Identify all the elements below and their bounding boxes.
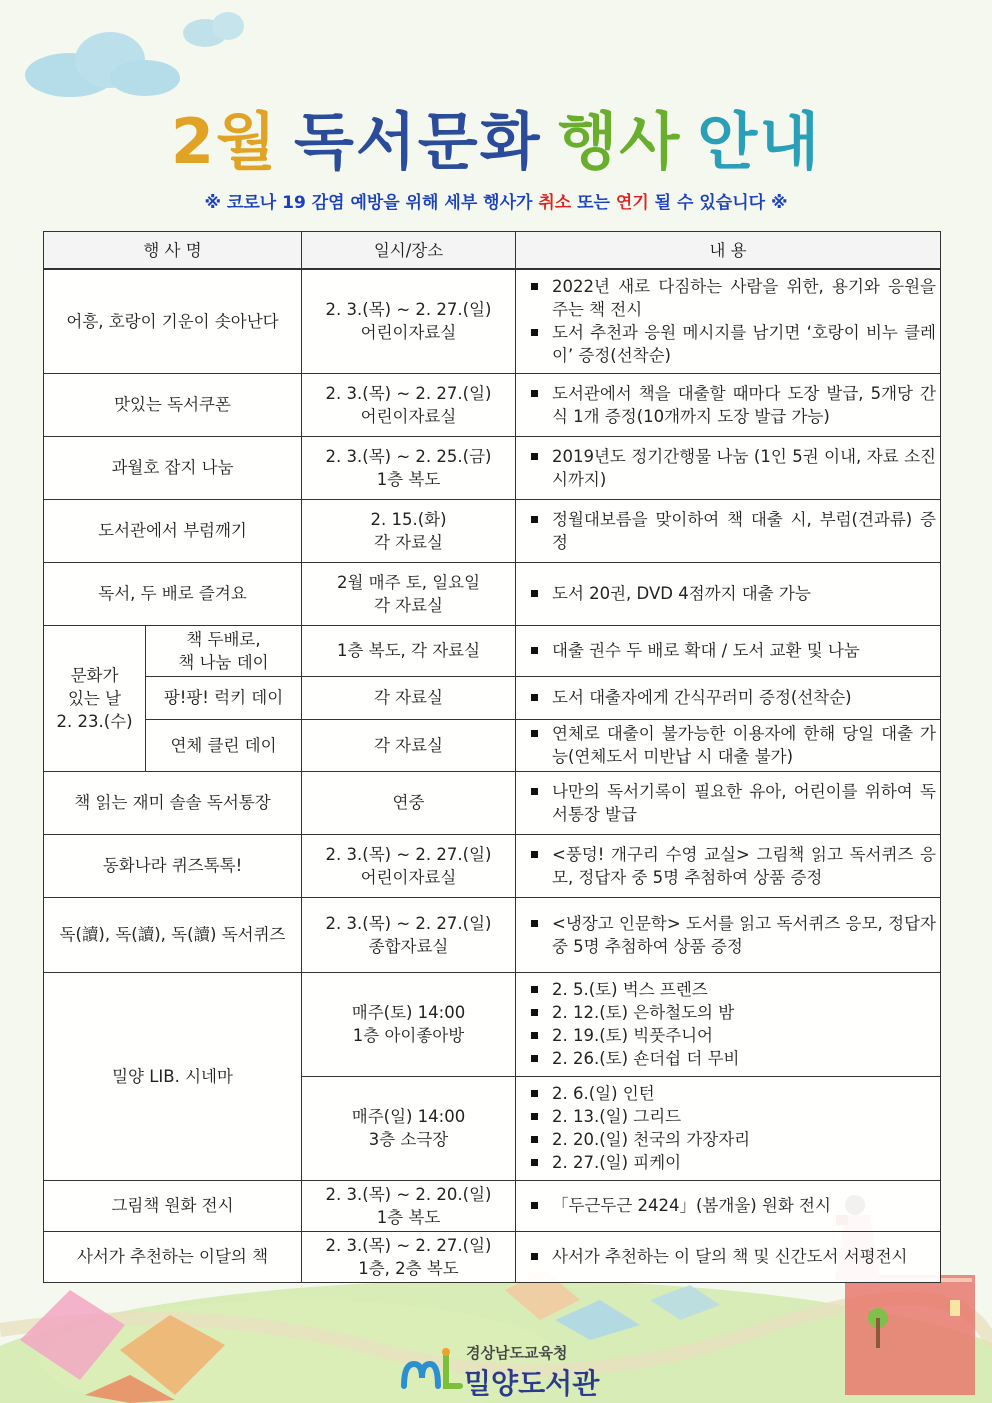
event-date: 2. 3.(목) ~ 2. 27.(일) bbox=[325, 1235, 492, 1255]
event-date: 2월 매주 토, 일요일 bbox=[336, 572, 481, 592]
notice-cancel: 취소 bbox=[538, 193, 572, 213]
list-item: 사서가 추천하는 이 달의 책 및 신간도서 서평전시 bbox=[552, 1245, 936, 1268]
event-date: 2. 3.(목) ~ 2. 20.(일) bbox=[325, 1184, 492, 1204]
event-name: 맛있는 독서쿠폰 bbox=[44, 373, 302, 436]
event-content bbox=[516, 897, 941, 972]
list-item: 2. 6.(일) 인턴 bbox=[552, 1082, 936, 1105]
sub-event-name bbox=[146, 625, 302, 676]
footer-library-name: 밀양도서관 bbox=[464, 1367, 600, 1400]
event-name: 책 읽는 재미 솔솔 독서통장 bbox=[44, 771, 302, 834]
event-place: 각 자료실 bbox=[302, 719, 516, 771]
list-item: 2019년도 정기간행물 나눔 (1인 5권 이내, 자료 소진 시까지) bbox=[552, 446, 936, 489]
list-item: <냉장고 인문학> 도서를 읽고 독서퀴즈 응모, 정답자 중 5명 추첨하여 상품 증정 bbox=[552, 913, 936, 956]
event-place: 어린이자료실 bbox=[360, 867, 457, 887]
event-time: 매주(토) 14:00 bbox=[351, 1003, 466, 1022]
event-content bbox=[516, 1076, 941, 1180]
event-name: 독(讀), 독(讀), 독(讀) 독서퀴즈 bbox=[44, 897, 302, 972]
event-date: 2. 3.(목) ~ 2. 27.(일) bbox=[325, 383, 492, 403]
table-row bbox=[44, 436, 941, 499]
event-name: 과월호 잡지 나눔 bbox=[44, 436, 302, 499]
event-date: 연중 bbox=[302, 771, 516, 834]
event-content bbox=[516, 676, 941, 719]
event-date: 2. 3.(목) ~ 2. 27.(일) bbox=[325, 913, 492, 933]
event-content bbox=[516, 972, 941, 1076]
table-row bbox=[44, 834, 941, 897]
event-datetime bbox=[302, 834, 516, 897]
book-house-icon bbox=[845, 1275, 975, 1395]
event-place: 1층 복도 bbox=[376, 469, 441, 489]
sub-event-name-line: 책 나눔 데이 bbox=[178, 652, 269, 672]
event-name: 동화나라 퀴즈톡톡! bbox=[44, 834, 302, 897]
sub-event-name: 팡!팡! 럭키 데이 bbox=[146, 676, 302, 719]
event-place: 각 자료실 bbox=[373, 595, 443, 615]
page-title bbox=[0, 92, 992, 181]
title-reading-culture: 독서문화 bbox=[293, 105, 542, 178]
list-item: 2. 20.(일) 천국의 가장자리 bbox=[552, 1128, 936, 1151]
list-item: <풍덩! 개구리 수영 교실> 그림책 읽고 독서퀴즈 응모, 정답자 중 5명 추첨하여 상품 증정 bbox=[552, 844, 936, 887]
event-datetime bbox=[302, 499, 516, 562]
event-datetime bbox=[302, 897, 516, 972]
notice-prefix: ※ 코로나 19 감염 예방을 위해 세부 행사가 bbox=[204, 193, 539, 213]
list-item: 2. 19.(토) 빅풋주니어 bbox=[552, 1024, 936, 1047]
event-table bbox=[43, 231, 941, 1283]
notice-suffix: 될 수 있습니다 ※ bbox=[648, 193, 788, 213]
event-datetime bbox=[302, 373, 516, 436]
table-row bbox=[44, 373, 941, 436]
list-item: 2022년 새로 다짐하는 사람을 위한, 용기와 응원을 주는 책 전시 bbox=[552, 277, 936, 320]
event-name: 어흥, 호랑이 기운이 솟아난다 bbox=[44, 269, 302, 373]
list-item: 2. 27.(일) 피케이 bbox=[552, 1151, 936, 1174]
event-content bbox=[516, 499, 941, 562]
list-item: 도서 추천과 응원 메시지를 남기면 ‘호랑이 비누 클레이’ 증정(선착순) bbox=[552, 323, 936, 366]
event-content bbox=[516, 373, 941, 436]
table-row bbox=[44, 897, 941, 972]
list-item: 「두근두근 2424」(봄개울) 원화 전시 bbox=[552, 1194, 936, 1217]
header-name: 행 사 명 bbox=[44, 232, 302, 270]
event-datetime bbox=[302, 1076, 516, 1180]
table-row bbox=[44, 719, 941, 771]
culture-day-date: 2. 23.(수) bbox=[56, 711, 133, 731]
event-place: 각 자료실 bbox=[373, 532, 443, 552]
culture-day-label bbox=[44, 625, 146, 771]
event-place: 1층, 2층 복도 bbox=[358, 1258, 459, 1278]
table-header-row bbox=[44, 232, 941, 270]
event-content bbox=[516, 719, 941, 771]
list-item: 2. 26.(토) 숀더쉽 더 무비 bbox=[552, 1047, 936, 1070]
event-name: 도서관에서 부럼깨기 bbox=[44, 499, 302, 562]
list-item: 도서 대출자에게 간식꾸러미 증정(선착순) bbox=[552, 686, 936, 709]
list-item: 2. 12.(토) 은하철도의 밤 bbox=[552, 1001, 936, 1024]
event-content bbox=[516, 1231, 941, 1282]
event-name: 밀양 LIB. 시네마 bbox=[44, 972, 302, 1180]
event-place: 1층 아이좋아방 bbox=[352, 1026, 465, 1045]
event-datetime bbox=[302, 269, 516, 373]
event-place: 종합자료실 bbox=[368, 936, 449, 956]
table-row bbox=[44, 269, 941, 373]
list-item: 2. 13.(일) 그리드 bbox=[552, 1105, 936, 1128]
event-name: 독서, 두 배로 즐겨요 bbox=[44, 562, 302, 625]
sub-event-name-line: 책 두배로, bbox=[186, 629, 261, 649]
table-row bbox=[44, 676, 941, 719]
table-row bbox=[44, 1231, 941, 1282]
event-content bbox=[516, 436, 941, 499]
event-name: 사서가 추천하는 이달의 책 bbox=[44, 1231, 302, 1282]
event-datetime bbox=[302, 436, 516, 499]
event-date: 2. 3.(목) ~ 2. 27.(일) bbox=[325, 300, 492, 320]
event-time: 매주(일) 14:00 bbox=[351, 1107, 466, 1126]
event-place: 각 자료실 bbox=[302, 676, 516, 719]
event-datetime bbox=[302, 562, 516, 625]
event-date: 2. 3.(목) ~ 2. 25.(금) bbox=[325, 446, 492, 466]
event-place: 1층 복도 bbox=[376, 1207, 441, 1227]
header-datetime: 일시/장소 bbox=[302, 232, 516, 270]
table-row bbox=[44, 972, 941, 1076]
event-place: 1층 복도, 각 자료실 bbox=[302, 625, 516, 676]
table-row bbox=[44, 499, 941, 562]
footer-org: 경상남도교육청 bbox=[466, 1344, 568, 1362]
event-content bbox=[516, 562, 941, 625]
list-item: 정월대보름을 맞이하여 책 대출 시, 부럼(견과류) 증정 bbox=[552, 509, 936, 552]
notice-middle: 또는 bbox=[571, 193, 616, 213]
table-row bbox=[44, 562, 941, 625]
event-datetime bbox=[302, 972, 516, 1076]
event-place: 어린이자료실 bbox=[360, 406, 457, 426]
notice-delay: 연기 bbox=[615, 193, 649, 213]
event-date: 2. 15.(화) bbox=[370, 509, 447, 529]
list-item: 도서 20권, DVD 4점까지 대출 가능 bbox=[552, 582, 936, 605]
event-content bbox=[516, 269, 941, 373]
covid-notice bbox=[0, 188, 992, 213]
list-item: 2. 5.(토) 벅스 프렌즈 bbox=[552, 978, 936, 1001]
culture-day-label-line: 문화가 bbox=[70, 665, 119, 685]
table-row bbox=[44, 625, 941, 676]
library-logo-icon bbox=[400, 1346, 470, 1396]
event-place: 어린이자료실 bbox=[360, 323, 457, 343]
sub-event-name: 연체 클린 데이 bbox=[146, 719, 302, 771]
event-content bbox=[516, 771, 941, 834]
table-row bbox=[44, 1180, 941, 1231]
list-item: 대출 권수 두 배로 확대 / 도서 교환 및 나눔 bbox=[552, 639, 936, 662]
event-content bbox=[516, 1180, 941, 1231]
event-name: 그림책 원화 전시 bbox=[44, 1180, 302, 1231]
title-guide: 안내 bbox=[697, 105, 822, 178]
title-month: 2월 bbox=[170, 105, 278, 178]
event-datetime bbox=[302, 1180, 516, 1231]
table-row bbox=[44, 771, 941, 834]
event-date: 2. 3.(목) ~ 2. 27.(일) bbox=[325, 844, 492, 864]
list-item: 연체로 대출이 불가능한 이용자에 한해 당일 대출 가능(연체도서 미반납 시 대출 불가) bbox=[552, 724, 936, 766]
event-content bbox=[516, 625, 941, 676]
list-item: 나만의 독서기록이 필요한 유아, 어린이를 위하여 독서통장 발급 bbox=[552, 781, 936, 824]
event-content bbox=[516, 834, 941, 897]
event-place: 3층 소극장 bbox=[368, 1130, 449, 1149]
culture-day-label-line: 있는 날 bbox=[67, 688, 122, 708]
list-item: 도서관에서 책을 대출할 때마다 도장 발급, 5개당 간식 1개 증정(10개까지 도장 발급 가능) bbox=[552, 383, 936, 426]
title-event: 행사 bbox=[557, 105, 682, 178]
header-content: 내 용 bbox=[516, 232, 941, 270]
event-datetime bbox=[302, 1231, 516, 1282]
